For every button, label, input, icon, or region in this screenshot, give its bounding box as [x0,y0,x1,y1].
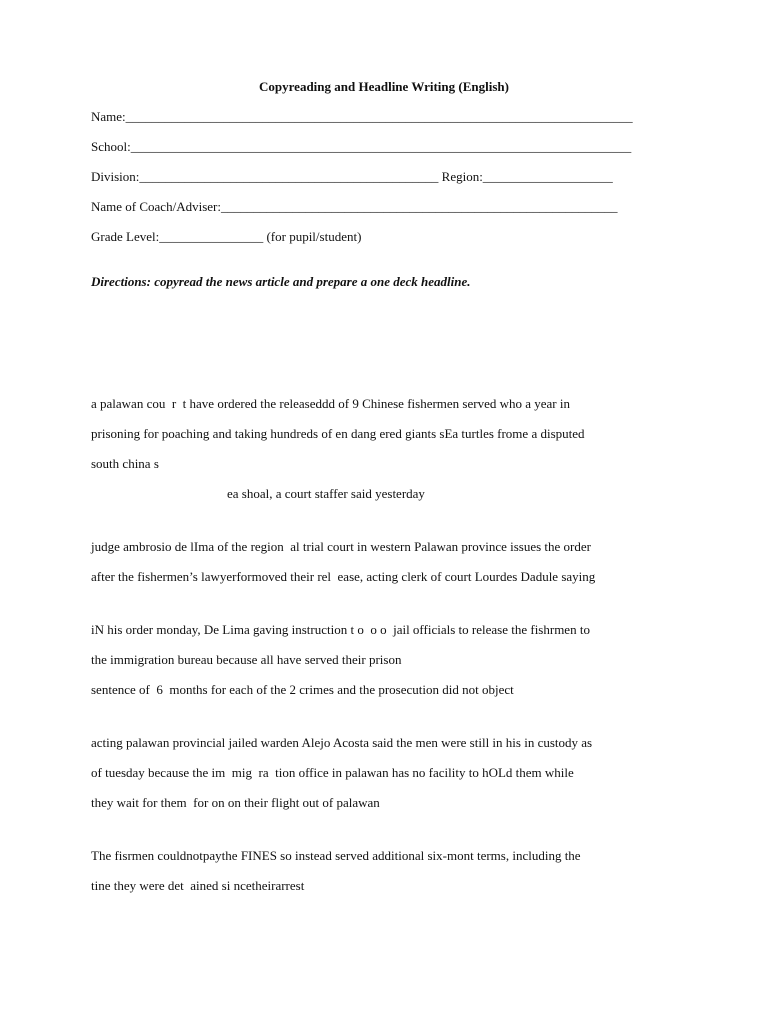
article-line: ea shoal, a court staffer said yesterday [227,486,425,501]
article-line: the immigration bureau because all have served their prison [91,652,402,667]
division-region-field[interactable]: Division:______________________________________________ Region:____________________ [91,169,613,184]
directions-text: Directions: copyread the news article and prepare a one deck headline. [91,274,471,289]
article-line: of tuesday because the im mig ra tion office in palawan has no facility to hOLd them while [91,765,574,780]
article-line: south china s [91,456,159,471]
grade-level-field[interactable]: Grade Level:________________ (for pupil/student) [91,229,362,244]
article-line: judge ambrosio de lIma of the region al trial court in western Palawan province issues the order [91,539,591,554]
document-title: Copyreading and Headline Writing (English) [259,79,509,94]
article-line: after the fishermen’s lawyerformoved their rel ease, acting clerk of court Lourdes Dadule saying [91,569,596,584]
name-field[interactable]: Name:______________________________________________________________________________ [91,109,633,124]
article-line: tine they were det ained si ncetheirarrest [91,878,305,893]
coach-adviser-field[interactable]: Name of Coach/Adviser:_____________________________________________________________ [91,199,618,214]
school-field[interactable]: School:_____________________________________________________________________________ [91,139,632,154]
article-line: The fisrmen couldnotpaythe FINES so instead served additional six-mont terms, including the [91,848,581,863]
article-line: a palawan cou r t have ordered the releaseddd of 9 Chinese fishermen served who a year in [91,396,571,411]
article-line: sentence of 6 months for each of the 2 crimes and the prosecution did not object [91,682,514,697]
article-line: prisoning for poaching and taking hundreds of en dang ered giants sEa turtles frome a disputed [91,426,585,441]
article-line: iN his order monday, De Lima gaving instruction t o o o jail officials to release the fishrmen to [91,622,590,637]
article-line: they wait for them for on on their flight out of palawan [91,795,380,810]
article-line: acting palawan provincial jailed warden Alejo Acosta said the men were still in his in custody as [91,735,593,750]
